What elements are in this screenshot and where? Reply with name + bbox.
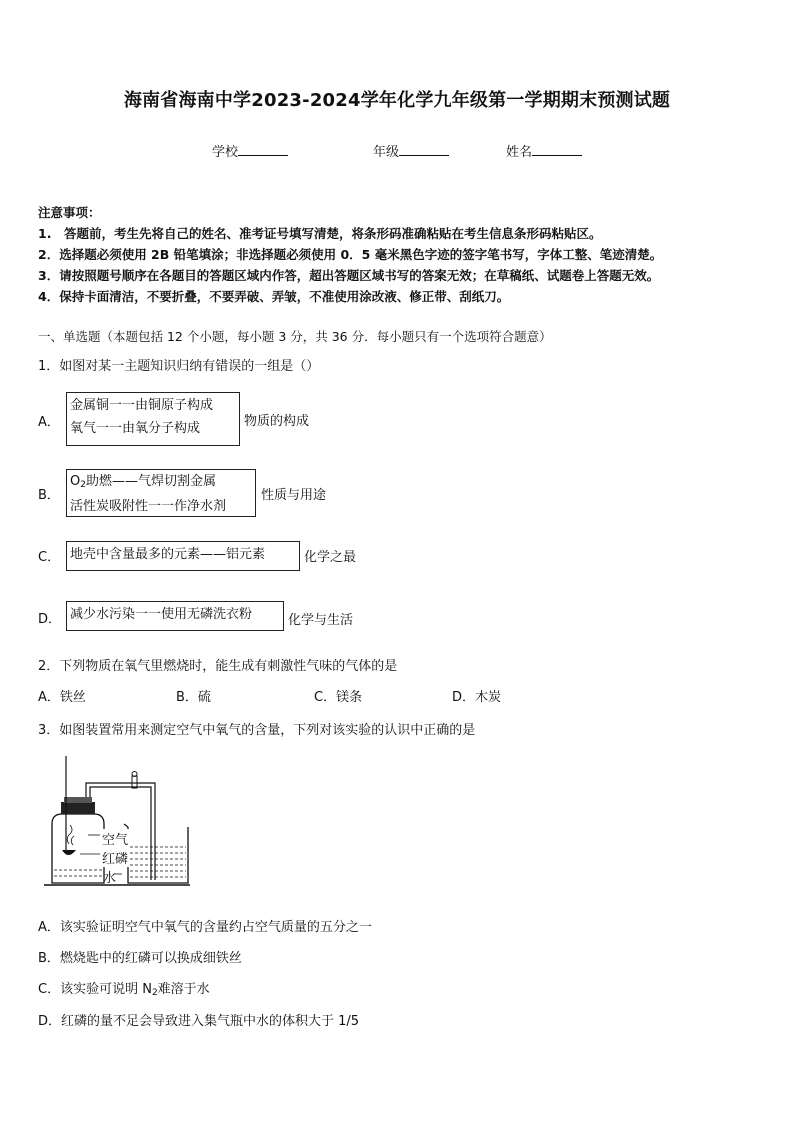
q1-option-b-letter: B． <box>38 488 60 503</box>
q1-option-d-caption: 化学与生活 <box>288 613 354 628</box>
oxygen-experiment-figure <box>40 752 200 892</box>
q2-option-d[interactable]: D．木炭 <box>452 690 502 705</box>
name-label: 姓名 <box>506 145 533 160</box>
beaker <box>128 827 188 883</box>
beaker-lip <box>124 824 128 827</box>
school-blank[interactable] <box>238 143 288 156</box>
q1-option-b-box <box>66 469 256 517</box>
q2-option-a[interactable]: A．铁丝 <box>38 690 86 705</box>
q3-option-c[interactable] <box>38 978 210 998</box>
name-blank[interactable] <box>532 143 582 156</box>
label-red-phosphorus: 红磷 <box>101 848 129 867</box>
q3-option-d[interactable]: D．红磷的量不足会导致进入集气瓶中水的体积大于 1/5 <box>38 1014 360 1029</box>
q1-option-a-line: 金属铜一一由铜原子构成 <box>70 398 214 413</box>
q1-option-b-caption: 性质与用途 <box>261 488 327 503</box>
notes-heading: 注意事项： <box>38 205 101 220</box>
grade-field[interactable] <box>373 141 449 160</box>
combustion-spoon <box>62 850 76 855</box>
q1-option-c-box <box>66 541 300 571</box>
school-field[interactable] <box>212 141 288 160</box>
note-item: 1. 答题前，考生先将自己的姓名、准考证号填写清楚，将条形码准确粘贴在考生信息条形码粘贴区。 <box>38 226 602 241</box>
smoke-icon <box>71 836 74 845</box>
page-title: 海南省海南中学2023-2024学年化学九年级第一学期期末预测试题 <box>123 90 671 111</box>
o2-subscript: 2 <box>80 480 86 490</box>
note-item: 4．保持卡面清洁，不要折叠，不要弄破、弄皱，不准使用涂改液、修正带、刮纸刀。 <box>38 289 510 304</box>
q1-option-a-box <box>66 392 240 446</box>
grade-blank[interactable] <box>399 143 449 156</box>
grade-label: 年级 <box>373 145 400 160</box>
label-air: 空气 <box>101 829 129 848</box>
q2-option-b[interactable]: B．硫 <box>176 690 211 705</box>
stopper-top <box>64 797 92 803</box>
q1-option-b-line2: 活性炭吸附性一一作净水剂 <box>70 499 227 514</box>
q1-option-d-letter: D． <box>38 612 62 627</box>
note-item: 2．选择题必须使用 2B 铅笔填涂；非选择题必须使用 0．5 毫米黑色字迹的签字笔书写，字体工整、笔迹清楚。 <box>38 247 663 262</box>
q3-option-c-text-end: 难溶于水 <box>157 982 210 997</box>
q1-option-b-line1-text: 助燃——气焊切割金属 <box>85 474 216 489</box>
q1-option-b-line1 <box>70 471 252 496</box>
q3-option-b[interactable]: B．燃烧匙中的红磷可以换成细铁丝 <box>38 951 242 966</box>
q1-option-a-line: 氧气一一由氧分子构成 <box>70 421 201 436</box>
q1-option-d-box <box>66 601 284 631</box>
note-item: 3．请按照题号顺序在各题目的答题区域内作答，超出答题区域书写的答案无效；在草稿纸、试题卷上答题无效。 <box>38 268 660 283</box>
question-1-stem: 1．如图对某一主题知识归纳有错误的一组是（） <box>38 359 320 374</box>
n2-subscript: 2 <box>151 988 158 998</box>
gas-bottle <box>52 814 104 883</box>
q1-option-c-letter: C． <box>38 550 61 565</box>
q1-option-a-letter: A． <box>38 415 60 430</box>
q1-option-c-caption: 化学之最 <box>304 550 357 565</box>
o2-symbol: O <box>70 474 81 489</box>
question-3-stem: 3．如图装置常用来测定空气中氧气的含量，下列对该实验的认识中正确的是 <box>38 723 476 738</box>
q1-option-c-line: 地壳中含量最多的元素——铝元素 <box>70 547 266 562</box>
q3-option-c-text: C．该实验可说明 N <box>38 982 152 997</box>
school-label: 学校 <box>212 145 239 160</box>
question-2-stem: 2．下列物质在氧气里燃烧时，能生成有刺激性气味的气体的是 <box>38 659 398 674</box>
q1-option-a-caption: 物质的构成 <box>244 414 310 429</box>
name-field[interactable] <box>506 141 582 160</box>
section-heading: 一、单选题（本题包括 12 个小题，每小题 3 分，共 36 分．每小题只有一个选项符合题意） <box>38 329 552 344</box>
beaker-water <box>130 847 186 877</box>
label-water: 水 <box>103 871 117 886</box>
bottle-water <box>54 870 102 876</box>
q2-option-c[interactable]: C．镁条 <box>314 690 363 705</box>
q1-option-d-line: 减少水污染一一使用无磷洗衣粉 <box>70 607 253 622</box>
q3-option-a[interactable]: A．该实验证明空气中氧气的含量约占空气质量的五分之一 <box>38 920 372 935</box>
clamp <box>132 776 137 788</box>
